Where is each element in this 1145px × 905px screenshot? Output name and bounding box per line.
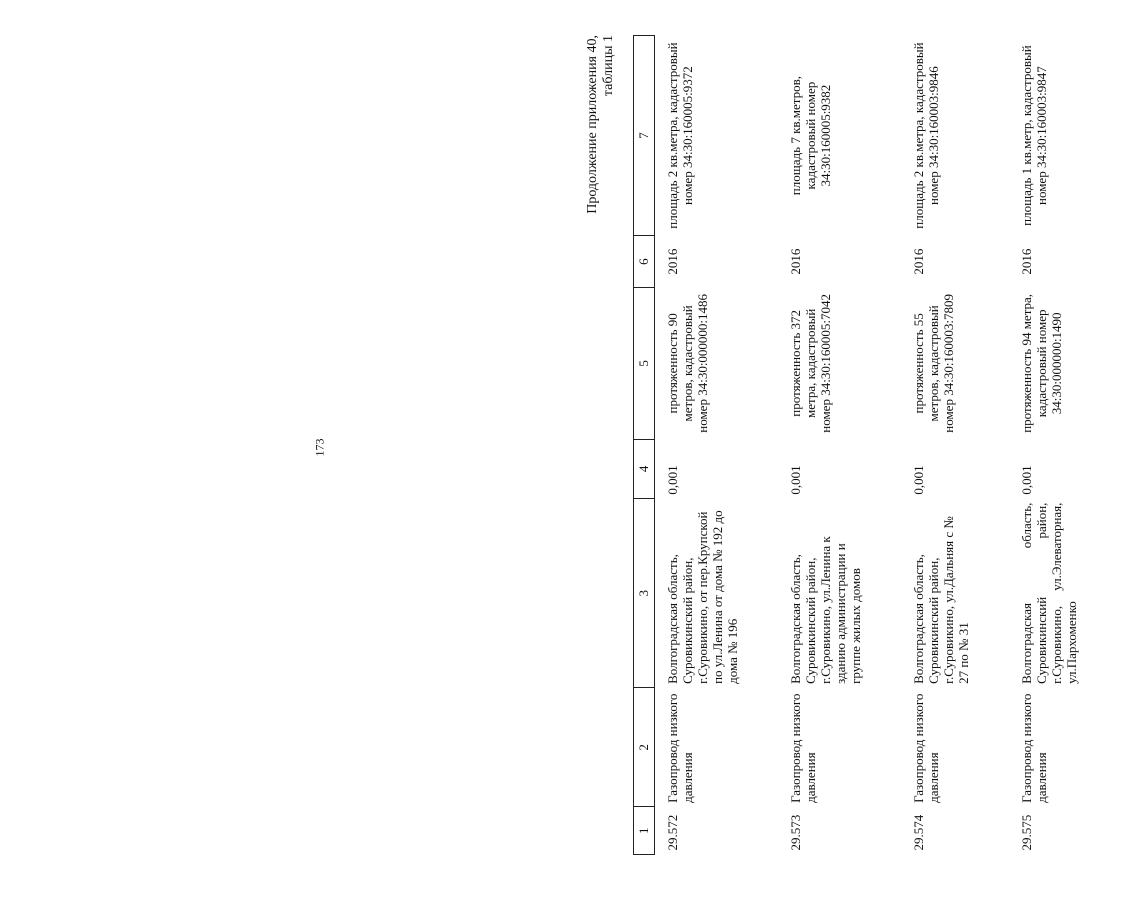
row-number: 29.572	[665, 814, 680, 851]
object-name: Газопровод низкого давления	[1019, 693, 1049, 803]
table-row	[901, 36, 1009, 855]
property-table	[633, 35, 1117, 855]
row-number: 29.575	[1019, 814, 1034, 851]
table-continuation-header	[585, 35, 617, 214]
table-header-row	[634, 36, 655, 855]
row-number: 29.574	[911, 814, 926, 851]
column-header: 4	[634, 439, 655, 499]
page-number: 173	[312, 438, 327, 457]
object-value: 0,001	[1019, 465, 1034, 495]
object-address: Волгоградская область, Суровикинский район, г.Суровикино, ул.Элеваторная, ул.Пархоменко	[1019, 502, 1079, 684]
object-name: Газопровод низкого давления	[911, 693, 941, 803]
column-header: 7	[634, 36, 655, 236]
rotated-page	[585, 35, 1145, 855]
object-description: протяженность 372 метра, кадастровый номер 34:30:160005:7042	[788, 293, 833, 433]
object-year: 2016	[665, 248, 680, 275]
column-header: 5	[634, 288, 655, 439]
object-note: площадь 2 кв.метра, кадастровый номер 34:30:160005:9372	[665, 42, 695, 229]
table-row	[655, 36, 779, 855]
object-year: 2016	[788, 248, 803, 275]
column-header: 6	[634, 236, 655, 288]
object-address: Волгоградская область, Суровикинский район, г.Суровикино, от пер.Крупской по ул.Ленина от дома № 192 до дома № 196	[665, 510, 740, 684]
object-name: Газопровод низкого давления	[665, 693, 695, 803]
column-header: 3	[634, 499, 655, 688]
column-header: 2	[634, 688, 655, 807]
object-value: 0,001	[665, 465, 680, 495]
object-year: 2016	[911, 248, 926, 275]
object-address: Волгоградская область, Суровикинский район, г.Суровикино, ул.Дальняя с № 27 по № 31	[911, 516, 971, 684]
header-line-2: таблицы 1	[601, 35, 616, 97]
table-row	[1009, 36, 1117, 855]
object-address: Волгоградская область, Суровикинский район, г.Суровикино, ул.Ленина к зданию администрации и группе жилых домов	[788, 536, 863, 684]
object-year: 2016	[1019, 248, 1034, 275]
object-note: площадь 2 кв.метра, кадастровый номер 34:30:160003:9846	[911, 42, 941, 229]
object-description: протяженность 94 метра, кадастровый номер 34:30:000000:1490	[1019, 293, 1064, 433]
row-number: 29.573	[788, 814, 803, 851]
object-note: площадь 7 кв.метров, кадастровый номер 34:30:160005:9382	[788, 76, 833, 196]
object-name: Газопровод низкого давления	[788, 693, 818, 803]
object-value: 0,001	[911, 465, 926, 495]
object-value: 0,001	[788, 465, 803, 495]
table-row	[778, 36, 901, 855]
object-note: площадь 1 кв.метр, кадастровый номер 34:30:160003:9847	[1019, 45, 1049, 226]
object-description: протяженность 55 метров, кадастровый номер 34:30:160003:7809	[911, 293, 956, 433]
header-line-1: Продолжение приложения 40,	[585, 35, 600, 214]
object-description: протяженность 90 метров, кадастровый номер 34:30:000000:1486	[665, 293, 710, 433]
column-header: 1	[634, 807, 655, 855]
